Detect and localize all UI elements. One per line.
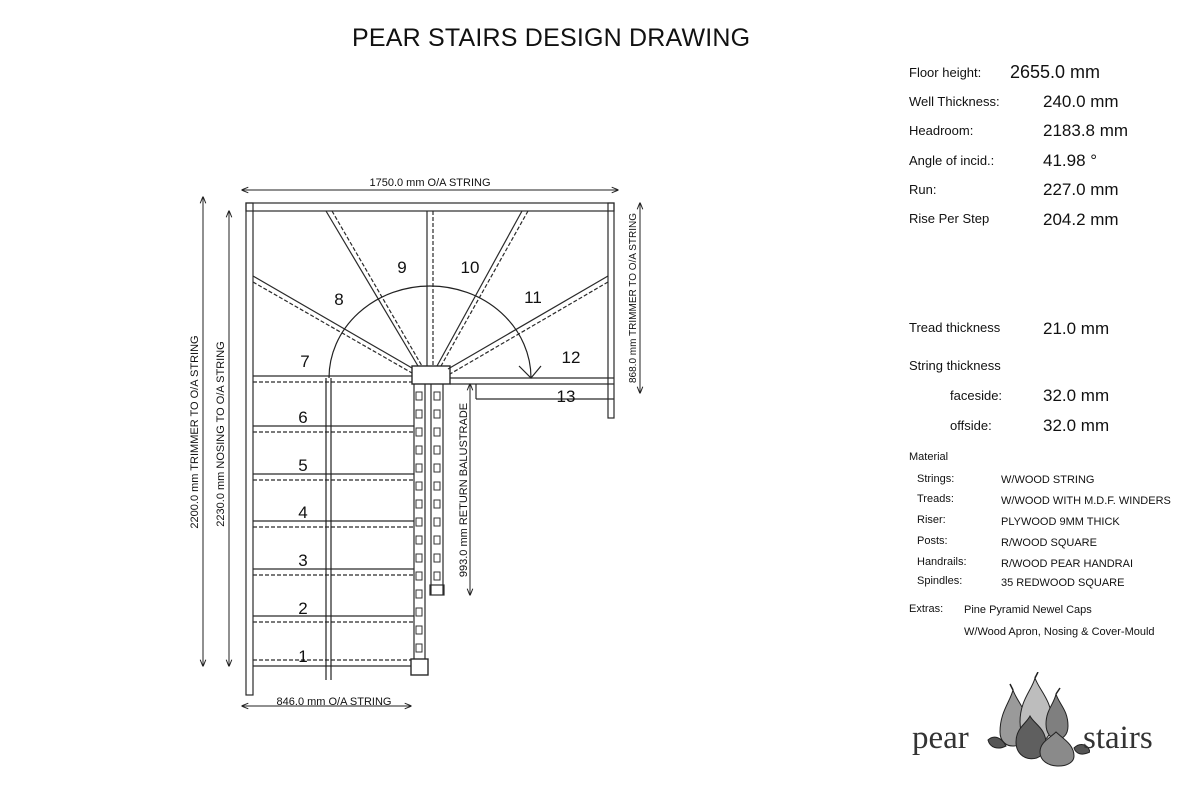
material-label: Spindles: <box>917 575 963 587</box>
material-value: 35 REDWOOD SQUARE <box>1001 577 1125 589</box>
extras-label: Extras: <box>909 603 944 615</box>
step-number: 4 <box>298 503 308 522</box>
spindles <box>416 392 440 652</box>
newel-post-top <box>412 366 450 384</box>
step-number: 12 <box>561 348 581 367</box>
material-label: Riser: <box>917 514 946 526</box>
step-number: 3 <box>298 551 308 570</box>
tread-value: 21.0 mm <box>1043 319 1110 338</box>
dim-bottom: 846.0 mm O/A STRING <box>276 696 392 708</box>
material-label: Strings: <box>917 473 955 485</box>
spec-value: 227.0 mm <box>1043 180 1119 199</box>
material-heading: Material <box>909 451 949 463</box>
dim-return: 993.0 mm RETURN BALUSTRADE <box>458 402 470 578</box>
material-value: W/WOOD WITH M.D.F. WINDERS <box>1001 495 1171 507</box>
spec-label: Well Thickness: <box>909 94 1000 109</box>
material-label: Posts: <box>917 535 948 547</box>
spec-value: 204.2 mm <box>1043 210 1119 229</box>
step-number: 10 <box>460 258 480 277</box>
spec-value: 41.98 ° <box>1043 151 1098 170</box>
dim-right: 868.0 mm TRIMMER TO O/A STRING <box>628 212 639 384</box>
string-label: String thickness <box>909 358 1001 373</box>
dim-top: 1750.0 mm O/A STRING <box>369 177 491 189</box>
winder-treads <box>253 211 608 374</box>
material-value: W/WOOD STRING <box>1001 474 1095 486</box>
spec-value: 2655.0 mm <box>1010 62 1101 82</box>
faceside-value: 32.0 mm <box>1043 386 1110 405</box>
logo-word-pear: pear <box>912 720 969 756</box>
top-string <box>246 203 614 211</box>
left-string <box>246 203 253 695</box>
dim-left-outer: 2200.0 mm TRIMMER TO O/A STRING <box>189 335 201 529</box>
step-number: 1 <box>298 647 308 666</box>
spec-value: 240.0 mm <box>1043 92 1119 111</box>
tread-label: Tread thickness <box>909 320 1001 335</box>
step-number: 8 <box>334 290 344 309</box>
material-value: R/WOOD SQUARE <box>1001 537 1097 549</box>
return-post <box>430 585 444 595</box>
step-number: 11 <box>524 288 542 307</box>
page-title: PEAR STAIRS DESIGN DRAWING <box>352 24 751 52</box>
material-label: Handrails: <box>917 556 967 568</box>
newel-post-bottom <box>411 659 428 675</box>
extras-item: W/Wood Apron, Nosing & Cover-Mould <box>964 626 1155 638</box>
step-number: 2 <box>298 599 308 618</box>
faceside-label: faceside: <box>950 388 1003 403</box>
step-number: 5 <box>298 456 308 475</box>
step-number: 7 <box>300 352 310 371</box>
step-number: 13 <box>556 387 576 406</box>
logo-word-stairs: stairs <box>1083 720 1153 756</box>
spec-value: 2183.8 mm <box>1043 121 1129 140</box>
spec-label: Floor height: <box>909 65 982 80</box>
spec-label: Angle of incid.: <box>909 153 995 168</box>
material-label: Treads: <box>917 493 954 505</box>
offside-value: 32.0 mm <box>1043 416 1110 435</box>
material-value: PLYWOOD 9MM THICK <box>1001 516 1120 528</box>
offside-label: offside: <box>950 418 992 433</box>
right-string <box>608 203 614 418</box>
step-number: 9 <box>397 258 407 277</box>
spec-label: Headroom: <box>909 123 974 138</box>
extras-item: Pine Pyramid Newel Caps <box>964 604 1092 616</box>
material-value: R/WOOD PEAR HANDRAI <box>1001 558 1134 570</box>
spec-label: Rise Per Step <box>909 211 990 226</box>
step-number: 6 <box>298 408 308 427</box>
straight-treads <box>253 376 414 666</box>
spec-label: Run: <box>909 182 937 197</box>
dim-left-inner: 2230.0 mm NOSING TO O/A STRING <box>215 341 227 527</box>
pear-fruit-icon <box>980 672 1090 772</box>
